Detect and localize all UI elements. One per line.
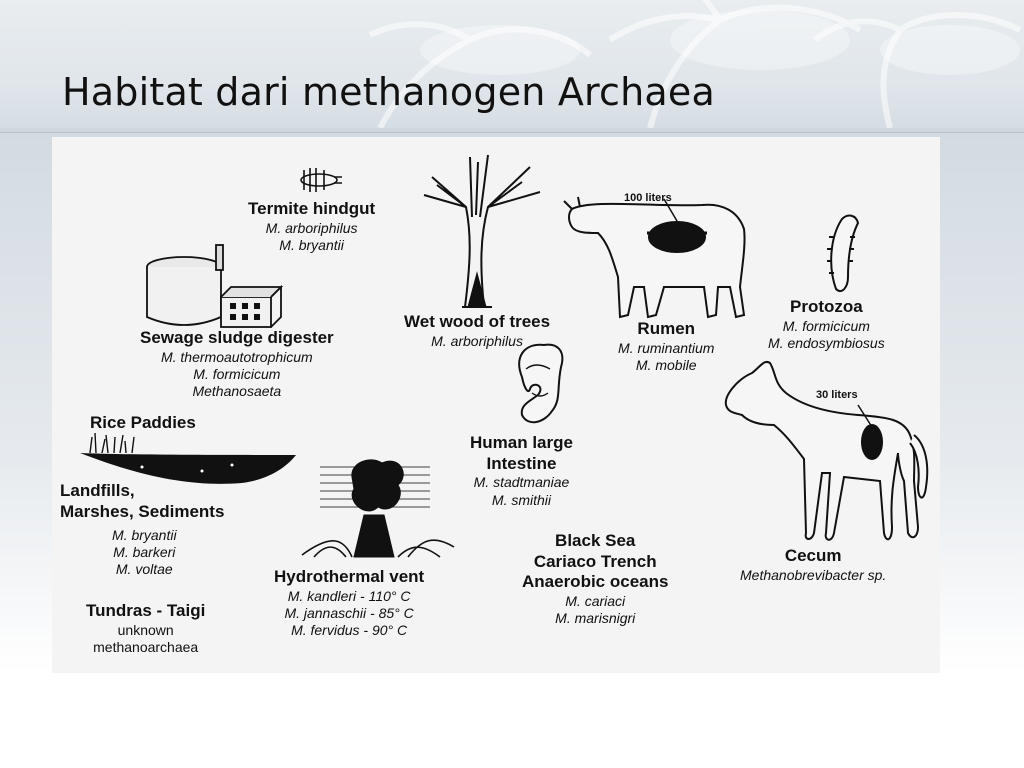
tundras-heading: Tundras - Taigi (86, 601, 206, 620)
termite-heading: Termite hindgut (248, 199, 376, 218)
human-heading: Human large (470, 433, 573, 452)
landfills-species: M. bryantii (112, 527, 177, 543)
termite-species: M. arboriphilus (265, 219, 358, 236)
cow-icon (564, 197, 745, 317)
slide-title: Habitat dari methanogen Archaea (62, 70, 715, 114)
sewage-heading: Sewage sludge digester (140, 328, 334, 347)
termite-icon (301, 168, 342, 192)
habitat-figure (52, 137, 940, 673)
tundras-note: methanoarchaea (93, 638, 199, 655)
sewage-digester-icon (147, 245, 281, 327)
landfills-label (60, 481, 224, 522)
sewage-species: M. formicicum (193, 365, 281, 382)
landfills-species: M. voltae (115, 561, 173, 578)
rumen-label (618, 319, 714, 374)
intestine-icon (519, 345, 562, 423)
hydrothermal-vent-icon (302, 460, 454, 557)
blacksea-heading: Anaerobic oceans (522, 572, 669, 592)
cecum-species: Methanobrevibacter sp. (740, 566, 887, 583)
landfills-species-list (112, 527, 177, 578)
landfills-heading: Landfills, (60, 481, 135, 500)
rice-paddy-icon (80, 433, 296, 484)
hydrothermal-heading: Hydrothermal vent (274, 567, 425, 586)
protozoa-species: M. formicicum (782, 317, 870, 334)
termite-hindgut-label (248, 199, 375, 254)
rumen-volume-label: 100 liters (624, 192, 672, 204)
hydrothermal-species: M. fervidus - 90° C (291, 621, 408, 638)
protozoa-heading: Protozoa (789, 297, 863, 316)
blacksea-heading: Cariaco Trench (533, 551, 657, 571)
title-divider (0, 128, 1024, 133)
protozoa-icon (827, 216, 858, 292)
human-species: M. stadtmaniae (473, 474, 570, 491)
human-heading: Intestine (486, 453, 557, 473)
tundras-note: unknown (117, 621, 174, 638)
hydrothermal-species: M. jannaschii - 85° C (284, 604, 414, 621)
wet-wood-label (404, 312, 550, 350)
black-sea-label (522, 531, 668, 627)
landfills-species: M. barkeri (113, 544, 176, 561)
wood-species: M. arboriphilus (431, 332, 523, 349)
cecum-volume-label: 30 liters (816, 389, 858, 401)
rice-heading: Rice Paddies (90, 413, 196, 432)
sewage-label (140, 328, 334, 400)
tree-icon (424, 155, 540, 307)
hydrothermal-species: M. kandleri - 110° C (287, 587, 411, 604)
blacksea-species: M. marisnigri (555, 610, 636, 627)
human-species: M. smithii (491, 491, 552, 508)
rumen-heading: Rumen (637, 319, 696, 338)
landfills-heading: Marshes, Sediments (60, 501, 225, 521)
termite-species: M. bryantii (279, 236, 344, 253)
wood-heading: Wet wood of trees (404, 312, 551, 331)
blacksea-heading: Black Sea (555, 531, 636, 550)
rice-paddies-label (90, 413, 196, 434)
tundras-label (86, 601, 205, 656)
sewage-species: Methanosaeta (192, 382, 282, 399)
protozoa-species: M. endosymbiosus (768, 334, 885, 351)
sewage-species: M. thermoautotrophicum (160, 348, 313, 365)
blacksea-species: M. cariaci (565, 593, 626, 610)
hydrothermal-label (274, 567, 424, 639)
rumen-species: M. mobile (635, 356, 697, 373)
rumen-species: M. ruminantium (618, 339, 715, 356)
cecum-label (740, 546, 886, 584)
protozoa-label (768, 297, 885, 352)
cecum-heading: Cecum (784, 546, 842, 565)
human-intestine-label (470, 433, 573, 509)
